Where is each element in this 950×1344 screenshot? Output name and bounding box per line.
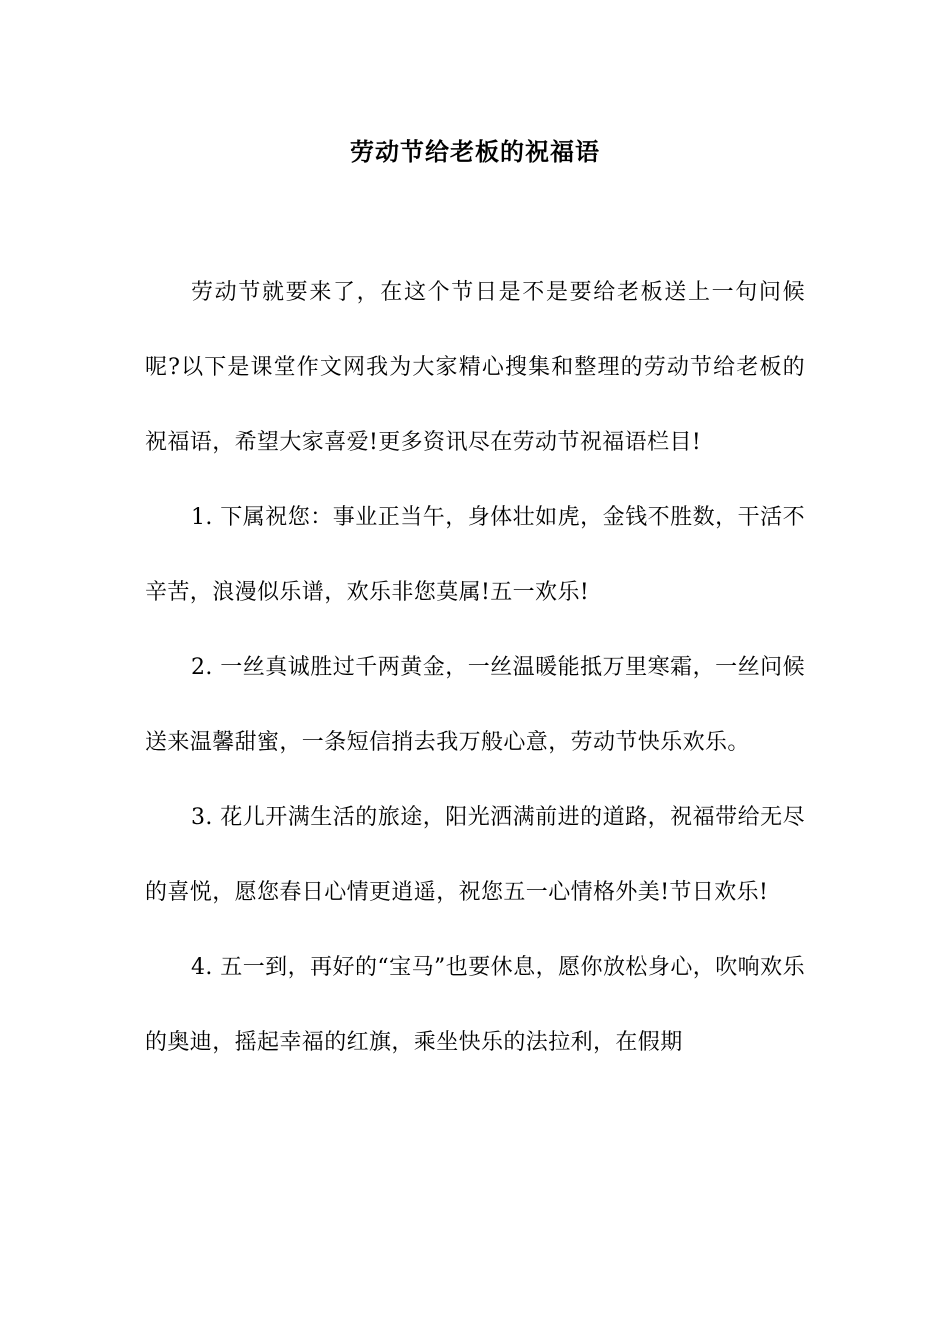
document-title: 劳动节给老板的祝福语 — [350, 137, 600, 166]
intro-paragraph: 劳动节就要来了，在这个节日是不是要给老板送上一句问候呢?以下是课堂作文网我为大家精心搜集和整理的劳动节给老板的祝福语，希望大家喜爱!更多资讯尽在劳动节祝福语栏目! — [145, 280, 805, 455]
blessing-item-1: 1. 下属祝您：事业正当午，身体壮如虎，金钱不胜数，干活不辛苦，浪漫似乐谱，欢乐非您莫属!五一欢乐! — [145, 505, 805, 605]
blessing-item-4: 4. 五一到，再好的“宝马”也要休息，愿你放松身心，吹响欢乐的奥迪，摇起幸福的红旗，乘坐快乐的法拉利，在假期 — [145, 955, 805, 1055]
blessing-item-3: 3. 花儿开满生活的旅途，阳光洒满前进的道路，祝福带给无尽的喜悦，愿您春日心情更逍遥，祝您五一心情格外美!节日欢乐! — [145, 805, 805, 905]
blessing-item-2: 2. 一丝真诚胜过千两黄金，一丝温暖能抵万里寒霜，一丝问候送来温馨甜蜜，一条短信捎去我万般心意，劳动节快乐欢乐。 — [145, 655, 805, 755]
document-body — [145, 255, 805, 1080]
